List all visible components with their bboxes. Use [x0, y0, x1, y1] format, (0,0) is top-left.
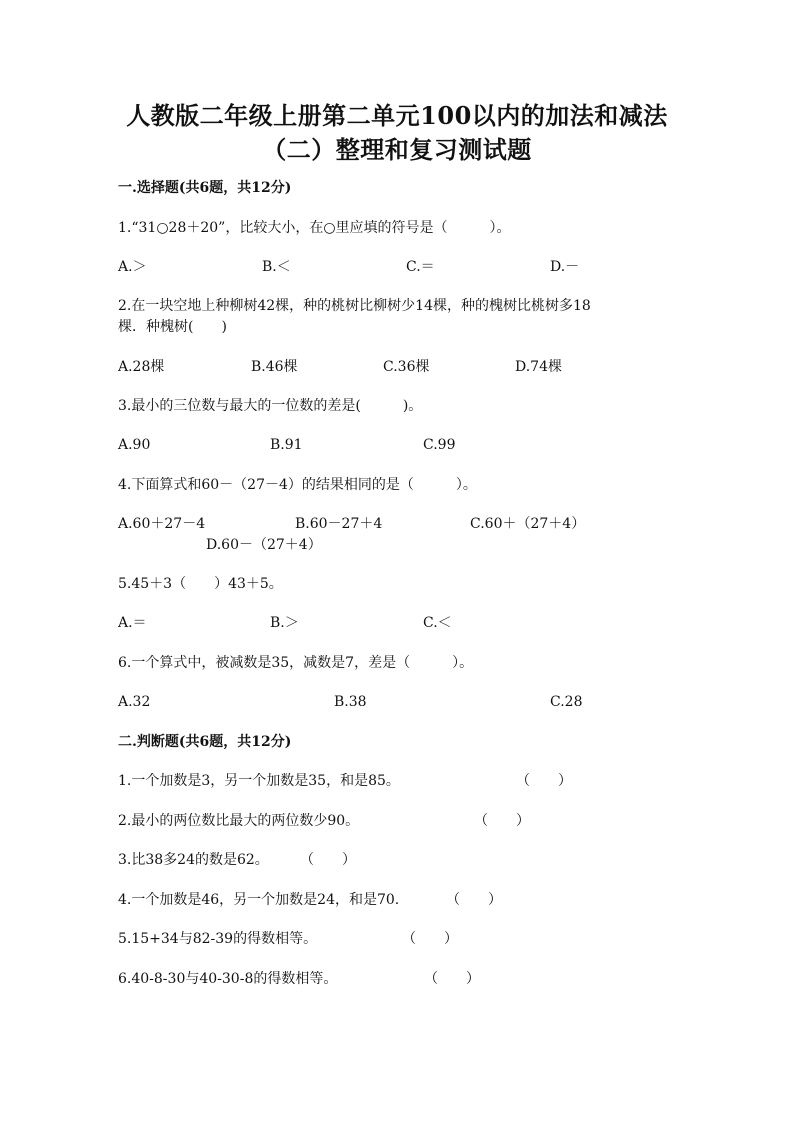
judgement-question: 2.最小的两位数比最大的两位数少90。	[118, 813, 360, 829]
answer-blank: （ ）	[300, 852, 356, 868]
option-c: C.28	[550, 694, 583, 710]
option-a: A.28棵	[118, 359, 165, 375]
option-a: A.32	[118, 694, 151, 710]
section-heading-true-false: 二.判断题(共6题，共12分)	[118, 734, 292, 750]
page-title-line-2: （二）整理和复习测试题	[262, 135, 532, 164]
question-text: 3.最小的三位数与最大的一位数的差是( )。	[118, 398, 423, 414]
option-c: C.60＋（27＋4）	[470, 516, 586, 532]
judgement-question: 6.40-8-30与40-30-8的得数相等。	[118, 971, 338, 987]
option-b: B.＞	[270, 615, 299, 631]
option-c: C.36棵	[383, 359, 430, 375]
question-text: 4.下面算式和60－（27－4）的结果相同的是（ ）。	[118, 477, 477, 493]
page-title-line-1: 人教版二年级上册第二单元100以内的加法和减法	[126, 101, 668, 130]
answer-blank: （ ）	[402, 931, 458, 947]
option-c: C.＝	[406, 259, 435, 275]
section-heading-choice: 一.选择题(共6题，共12分)	[118, 180, 292, 196]
answer-blank: （ ）	[516, 773, 572, 789]
option-b: B.＜	[262, 259, 291, 275]
option-c: C.＜	[423, 615, 452, 631]
option-b: B.46棵	[251, 359, 298, 375]
question-text-continued: 棵．种槐树( )	[118, 319, 227, 335]
option-b: B.60－27＋4	[295, 516, 383, 532]
option-d: D.74棵	[515, 359, 562, 375]
judgement-question: 1.一个加数是3，另一个加数是35，和是85。	[118, 773, 400, 789]
answer-blank: （ ）	[446, 892, 502, 908]
option-a: A.＞	[118, 259, 147, 275]
option-a: A.90	[118, 437, 151, 453]
question-text: 2.在一块空地上种柳树42棵，种的桃树比柳树少14棵，种的槐树比桃树多18	[118, 298, 591, 314]
answer-blank: （ ）	[474, 813, 530, 829]
option-b: B.38	[334, 694, 367, 710]
option-a: A.60＋27－4	[118, 516, 206, 532]
option-a: A.＝	[118, 615, 147, 631]
question-text: 1.“31○28＋20”，比较大小，在○里应填的符号是（ ）。	[118, 220, 511, 236]
judgement-question: 4.一个加数是46，另一个加数是24，和是70.	[118, 892, 400, 908]
judgement-question: 3.比38多24的数是62。	[118, 852, 269, 868]
question-text: 5.45＋3（ ）43＋5。	[118, 576, 283, 592]
answer-blank: （ ）	[424, 971, 480, 987]
option-b: B.91	[270, 437, 303, 453]
option-c: C.99	[423, 437, 456, 453]
option-d: D.60－（27＋4）	[206, 537, 322, 553]
question-text: 6.一个算式中，被减数是35，减数是7，差是（ ）。	[118, 655, 474, 671]
option-d: D.－	[550, 259, 580, 275]
judgement-question: 5.15+34与82-39的得数相等。	[118, 931, 318, 947]
